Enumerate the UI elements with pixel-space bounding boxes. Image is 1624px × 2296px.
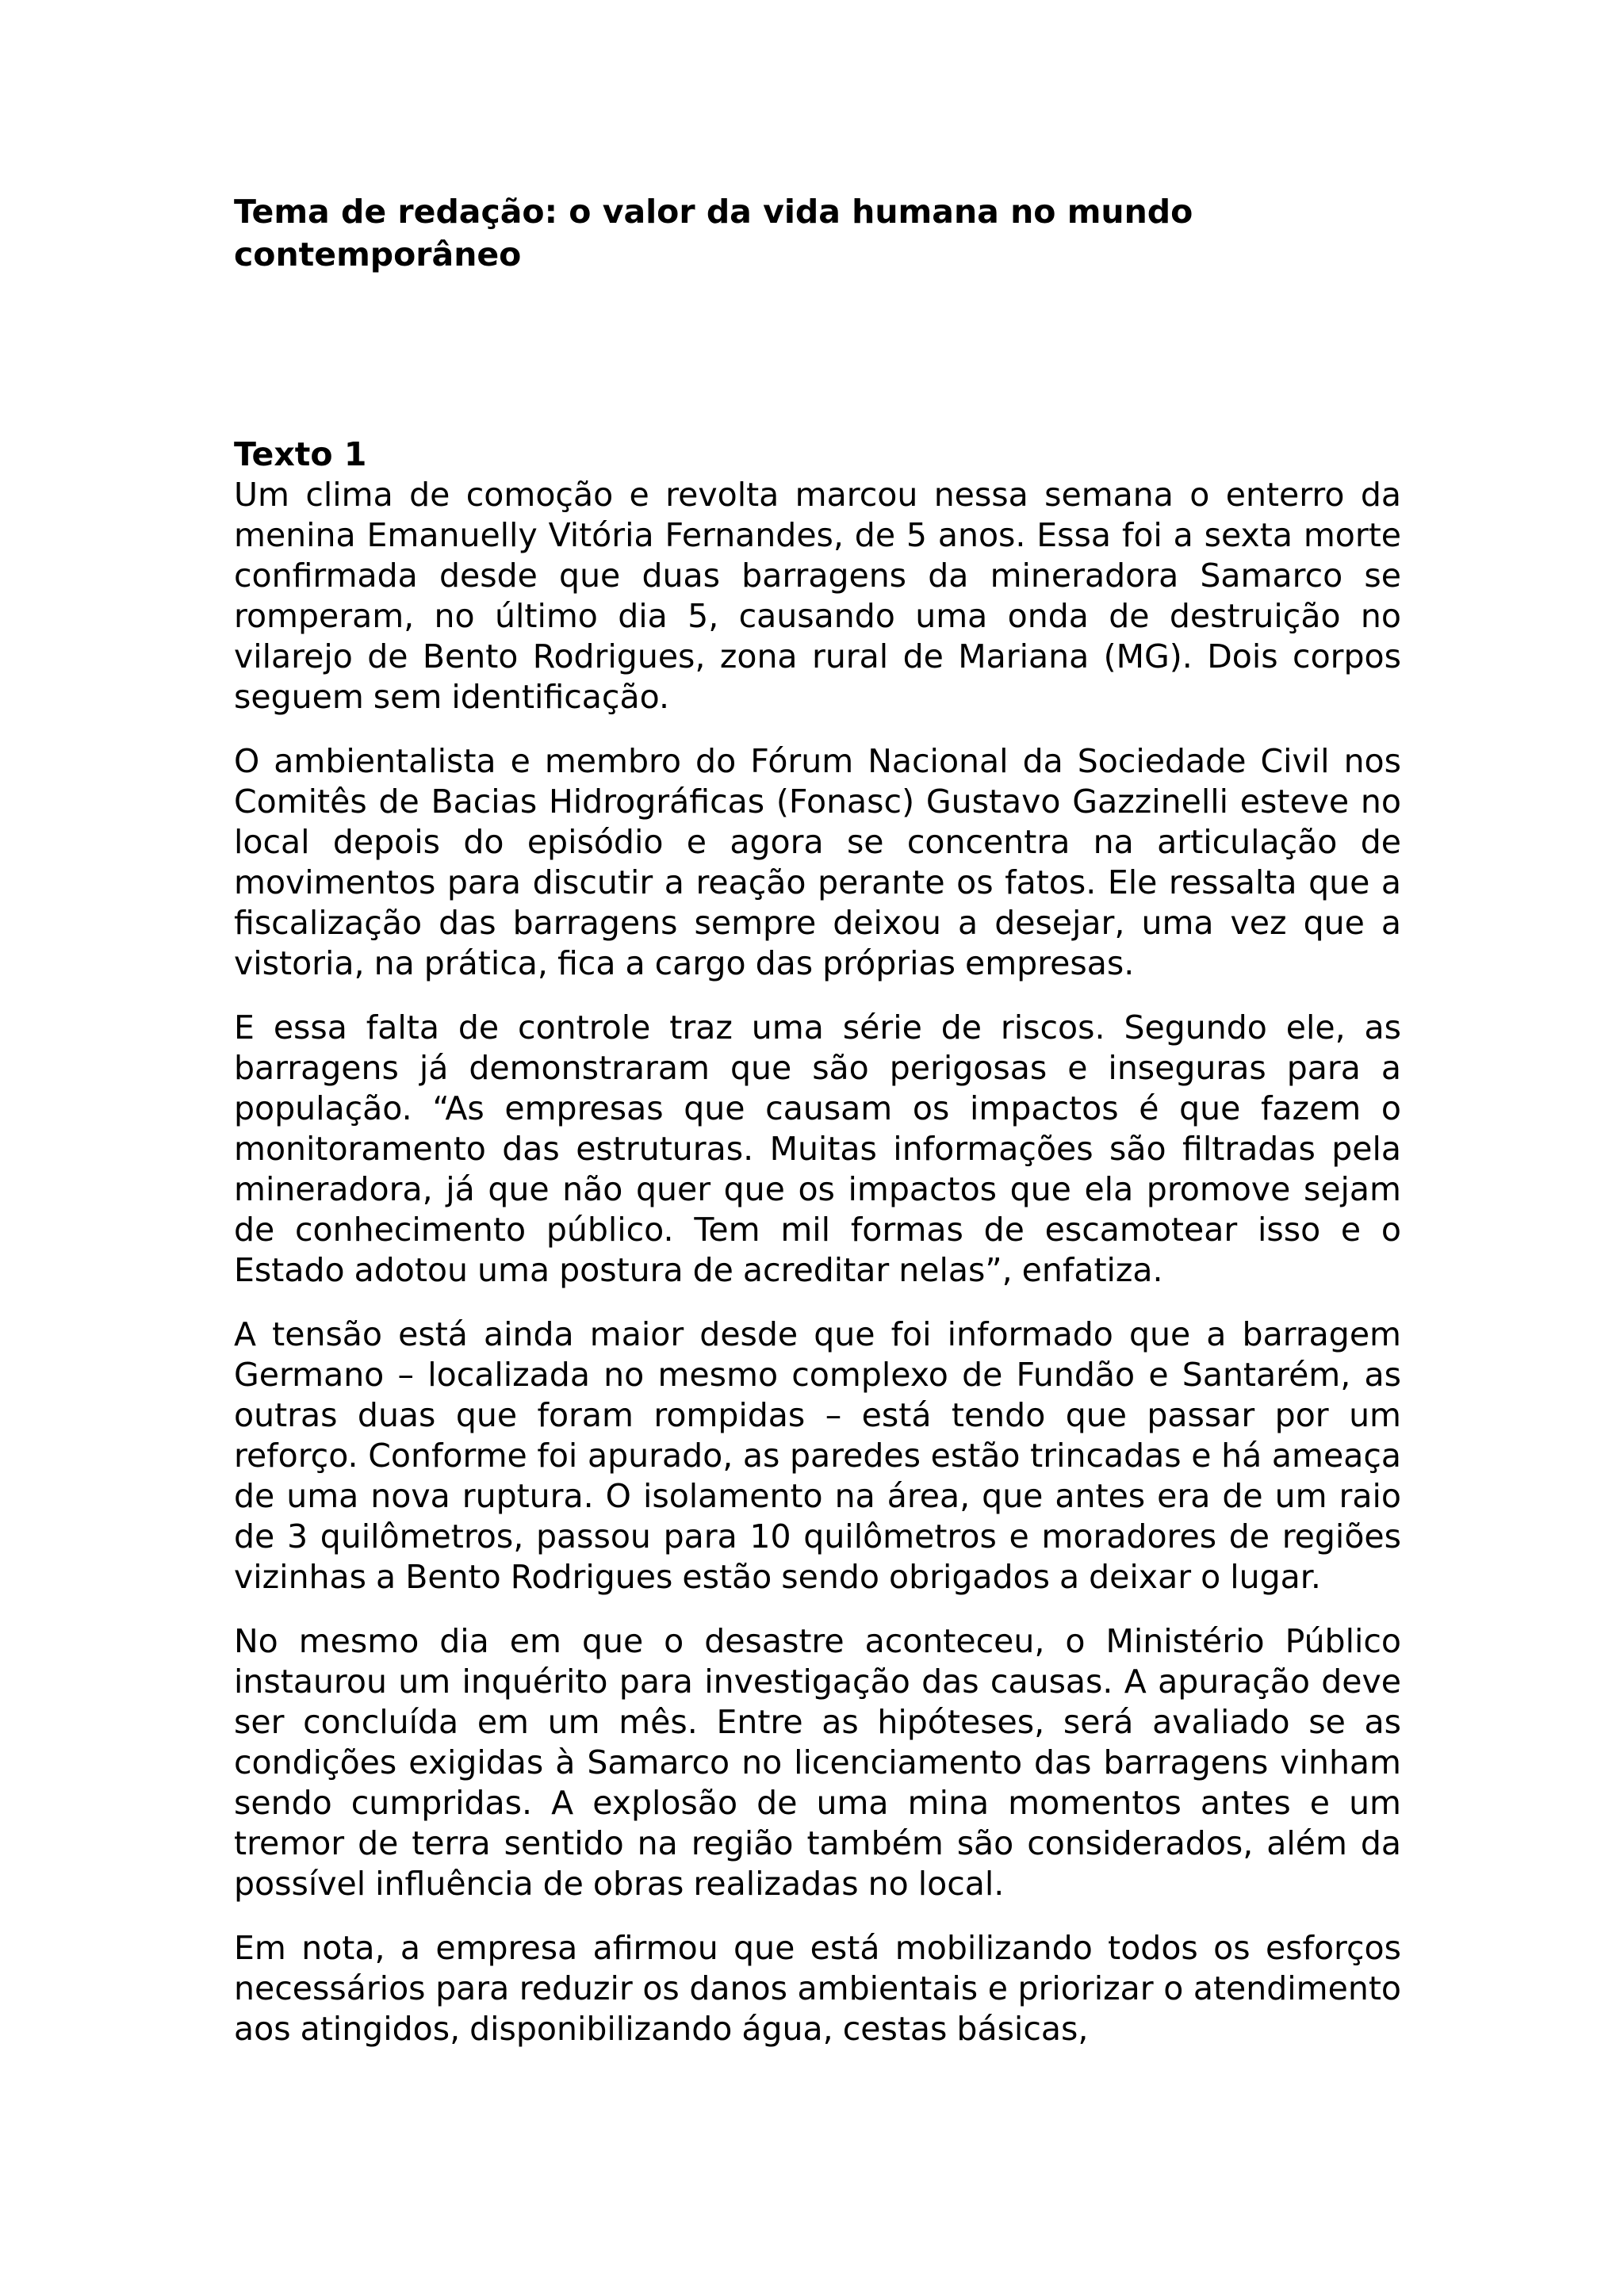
section-heading: Texto 1 — [234, 435, 367, 473]
document-content — [234, 190, 1401, 2073]
paragraph-4: A tensão está ainda maior desde que foi informado que a barragem Germano – localizada no mesmo complexo de Fundão e Santarém, as outras duas que foram rompidas – está tendo que passar por um reforço. Conforme foi apurado, as paredes estão trincadas e há ameaça de uma nova ruptura. O isolamento na área, que antes era de um raio de 3 quilômetros, passou para 10 quilômetros e moradores de regiões vizinhas a Bento Rodrigues estão sendo obrigados a deixar o lugar. — [234, 1315, 1401, 1596]
text-section — [234, 434, 1401, 2049]
paragraph-3: E essa falta de controle traz uma série de riscos. Segundo ele, as barragens já demonstraram que são perigosas e inseguras para a população. “As empresas que causam os impactos é que fazem o monitoramento das estruturas. Muitas informações são filtradas pela mineradora, já que não quer que os impactos que ela promove sejam de conhecimento público. Tem mil formas de escamotear isso e o Estado adotou uma postura de acreditar nelas”, enfatiza. — [234, 1008, 1401, 1289]
document-title: Tema de redação: o valor da vida humana no mundo contemporâneo — [234, 193, 1193, 274]
paragraph-2: O ambientalista e membro do Fórum Nacional da Sociedade Civil nos Comitês de Bacias Hidrográficas (Fonasc) Gustavo Gazzinelli esteve no local depois do episódio e agora se concentra na articulação de movimentos para discutir a reação perante os fatos. Ele ressalta que a fiscalização das barragens sempre deixou a desejar, uma vez que a vistoria, na prática, fica a cargo das próprias empresas. — [234, 742, 1401, 982]
paragraph-1: Um clima de comoção e revolta marcou nessa semana o enterro da menina Emanuelly Vitória Fernandes, de 5 anos. Essa foi a sexta morte confirmada desde que duas barragens da mineradora Samarco se romperam, no último dia 5, causando uma onda de destruição no vilarejo de Bento Rodrigues, zona rural de Mariana (MG). Dois corpos seguem sem identificação. — [234, 476, 1401, 716]
paragraph-6: Em nota, a empresa afirmou que está mobilizando todos os esforços necessários para reduzir os danos ambientais e priorizar o atendimento aos atingidos, disponibilizando água, cestas básicas, — [234, 1929, 1401, 2048]
paragraph-5: No mesmo dia em que o desastre aconteceu, o Ministério Público instaurou um inquérito para investigação das causas. A apuração deve ser concluída em um mês. Entre as hipóteses, será avaliado se as condições exigidas à Samarco no licenciamento das barragens vinham sendo cumpridas. A explosão de uma mina momentos antes e um tremor de terra sentido na região também são considerados, além da possível influência de obras realizadas no local. — [234, 1622, 1401, 1903]
